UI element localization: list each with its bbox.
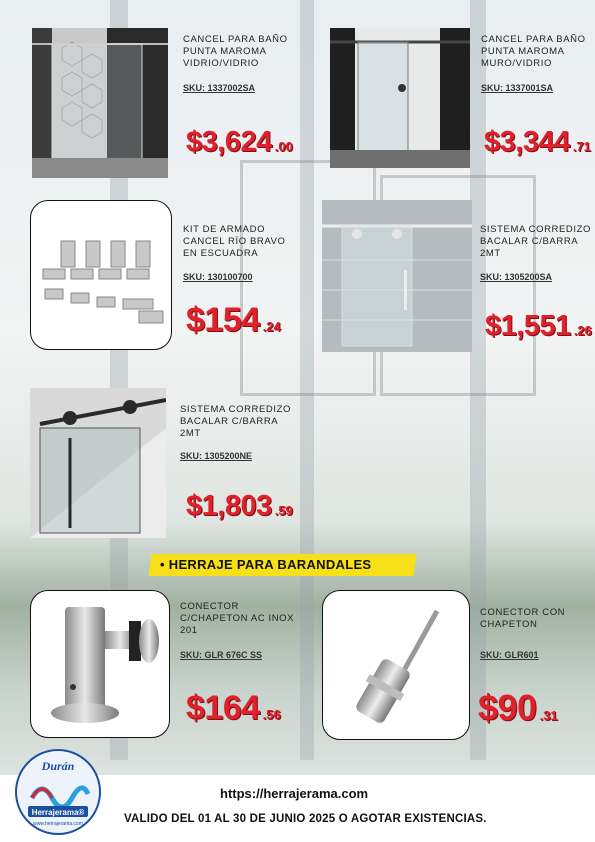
product-name-3: KIT DE ARMADO CANCEL RÍO BRAVO EN ESCUADRA xyxy=(183,224,286,259)
product-sku-2: SKU: 1337001SA xyxy=(481,83,554,93)
product-name-1: CANCEL PARA BAÑO PUNTA MAROMA VIDRIO/VIDRIO xyxy=(183,34,288,69)
product-price-3: $154 .24 xyxy=(186,301,281,339)
product-price-6: $164 .56 xyxy=(186,689,281,727)
product-price-4: $1,551 .26 xyxy=(485,310,592,342)
kit-armado-image xyxy=(30,200,172,350)
svg-text:Herrajerama®: Herrajerama® xyxy=(31,808,85,817)
product-price-1: $3,624 .00 xyxy=(186,126,293,158)
product-sku-5: SKU: 1305200NE xyxy=(180,451,253,461)
product-sku-3: SKU: 130100700 xyxy=(183,272,253,282)
validity-notice: VALIDO DEL 01 AL 30 DE JUNIO 2025 O AGOTAR EXISTENCIAS. xyxy=(124,813,487,825)
product-name-4: SISTEMA CORREDIZO BACALAR C/BARRA 2MT xyxy=(480,224,592,259)
product-price-5: $1,803 .59 xyxy=(186,490,293,522)
herrajerama-logo xyxy=(14,748,102,836)
product-sku-1: SKU: 1337002SA xyxy=(183,83,256,93)
sliding-system-image-2 xyxy=(30,388,166,538)
sliding-system-image-1 xyxy=(322,200,472,352)
svg-text:Durán: Durán xyxy=(41,759,75,773)
product-name-5: SISTEMA CORREDIZO BACALAR C/BARRA 2MT xyxy=(180,404,292,439)
connector-image-2 xyxy=(322,590,470,740)
section-title: • HERRAJE PARA BARANDALES xyxy=(160,557,372,572)
product-sku-6: SKU: GLR 676C SS xyxy=(180,650,263,660)
website-link[interactable]: https://herrajerama.com xyxy=(220,786,369,801)
product-name-2: CANCEL PARA BAÑO PUNTA MAROMA MURO/VIDRIO xyxy=(481,34,586,69)
shower-enclosure-image-1 xyxy=(32,28,168,178)
product-sku-7: SKU: GLR601 xyxy=(480,650,539,660)
product-sku-4: SKU: 1305200SA xyxy=(480,272,553,282)
product-name-6: CONECTOR C/CHAPETON AC INOX 201 xyxy=(180,601,295,636)
connector-image-1 xyxy=(30,590,170,738)
product-name-7: CONECTOR CON CHAPETON xyxy=(480,607,566,630)
svg-text:www.herrajerama.com: www.herrajerama.com xyxy=(33,821,83,827)
shower-enclosure-image-2 xyxy=(330,28,470,168)
product-price-7: $90 .31 xyxy=(478,687,558,728)
product-price-2: $3,344 .71 xyxy=(484,126,591,158)
